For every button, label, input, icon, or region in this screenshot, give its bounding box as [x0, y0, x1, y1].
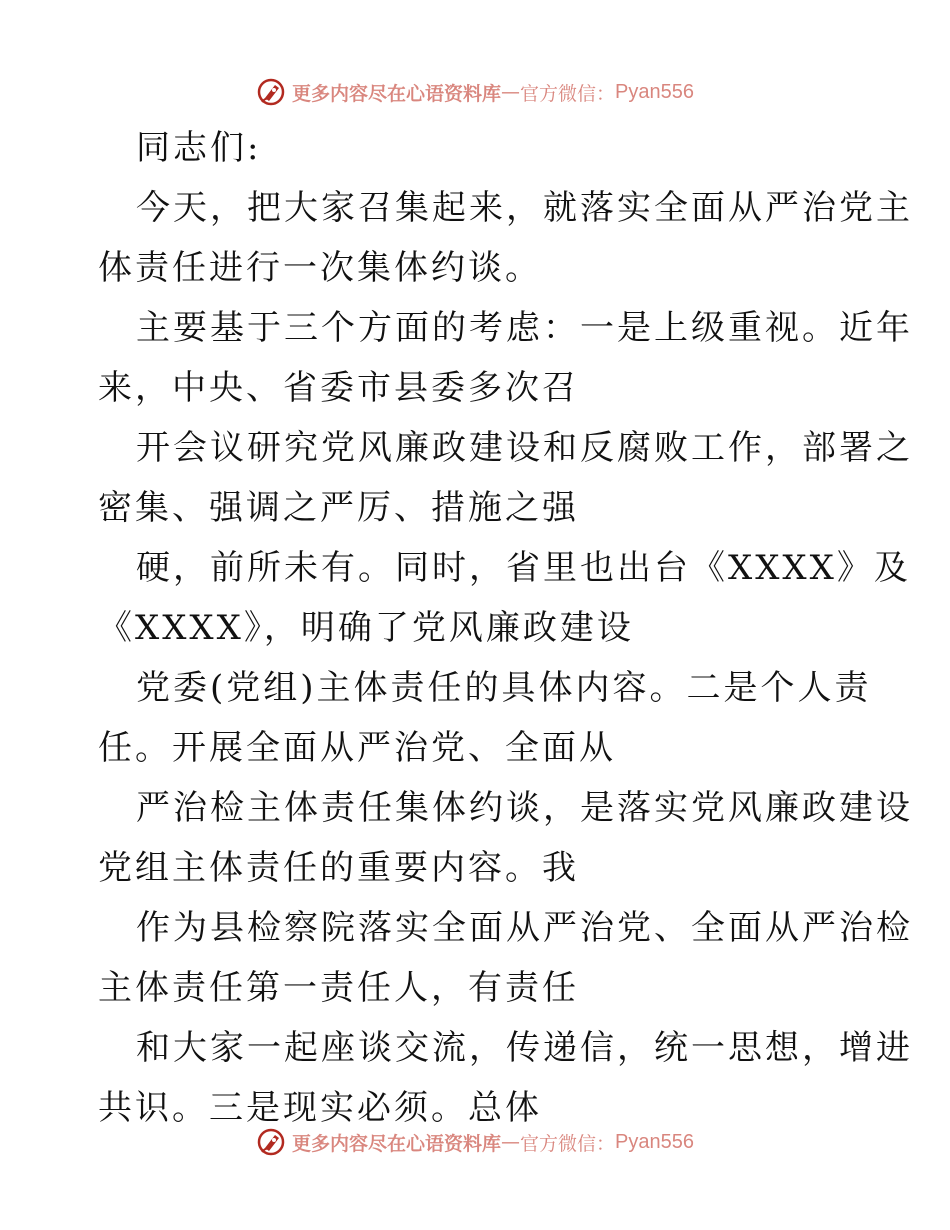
document-line: 严治检主体责任集体约谈，是落实党风廉政建设 — [136, 788, 913, 828]
document-line: 任。开展全面从严治党、全面从 — [98, 728, 616, 768]
document-line: 党组主体责任的重要内容。我 — [98, 848, 579, 888]
document-line: 主要基于三个方面的考虑：一是上级重视。近年 — [136, 308, 913, 348]
pen-nib-circle-icon — [256, 1127, 286, 1157]
document-line: 密集、强调之严厉、措施之强 — [98, 488, 579, 528]
document-body — [98, 122, 913, 1142]
watermark-separator: — — [501, 81, 521, 103]
watermark-brand-text: 更多内容尽在心语资料库 — [292, 1132, 502, 1155]
document-line: 《XXXX》，明确了党风廉政建设 — [98, 608, 634, 648]
watermark-wechat-id: Pyan556 — [615, 80, 694, 103]
document-line: 共识。三是现实必须。总体 — [98, 1088, 542, 1128]
watermark-official-label: 官方微信： — [520, 1132, 616, 1155]
watermark-brand-text: 更多内容尽在心语资料库 — [292, 82, 502, 105]
document-line: 体责任进行一次集体约谈。 — [98, 248, 542, 288]
watermark-wechat-id: Pyan556 — [615, 1130, 694, 1153]
footer-watermark — [0, 1122, 950, 1162]
document-line: 作为县检察院落实全面从严治党、全面从严治检 — [136, 908, 913, 948]
watermark-official-label: 官方微信： — [520, 82, 616, 105]
document-line: 开会议研究党风廉政建设和反腐败工作，部署之 — [136, 428, 913, 468]
document-line: 硬，前所未有。同时，省里也出台《XXXX》及 — [136, 548, 911, 588]
document-line: 今天，把大家召集起来，就落实全面从严治党主 — [136, 188, 913, 228]
document-line: 党委(党组)主体责任的具体内容。二是个人责 — [136, 668, 872, 708]
pen-nib-circle-icon — [256, 77, 286, 107]
document-line: 主体责任第一责任人，有责任 — [98, 968, 579, 1008]
watermark-separator: — — [501, 1131, 521, 1153]
header-watermark — [0, 72, 950, 112]
document-line: 同志们: — [136, 128, 262, 168]
document-line: 和大家一起座谈交流，传递信，统一思想，增进 — [136, 1028, 913, 1068]
document-line: 来，中央、省委市县委多次召 — [98, 368, 579, 408]
